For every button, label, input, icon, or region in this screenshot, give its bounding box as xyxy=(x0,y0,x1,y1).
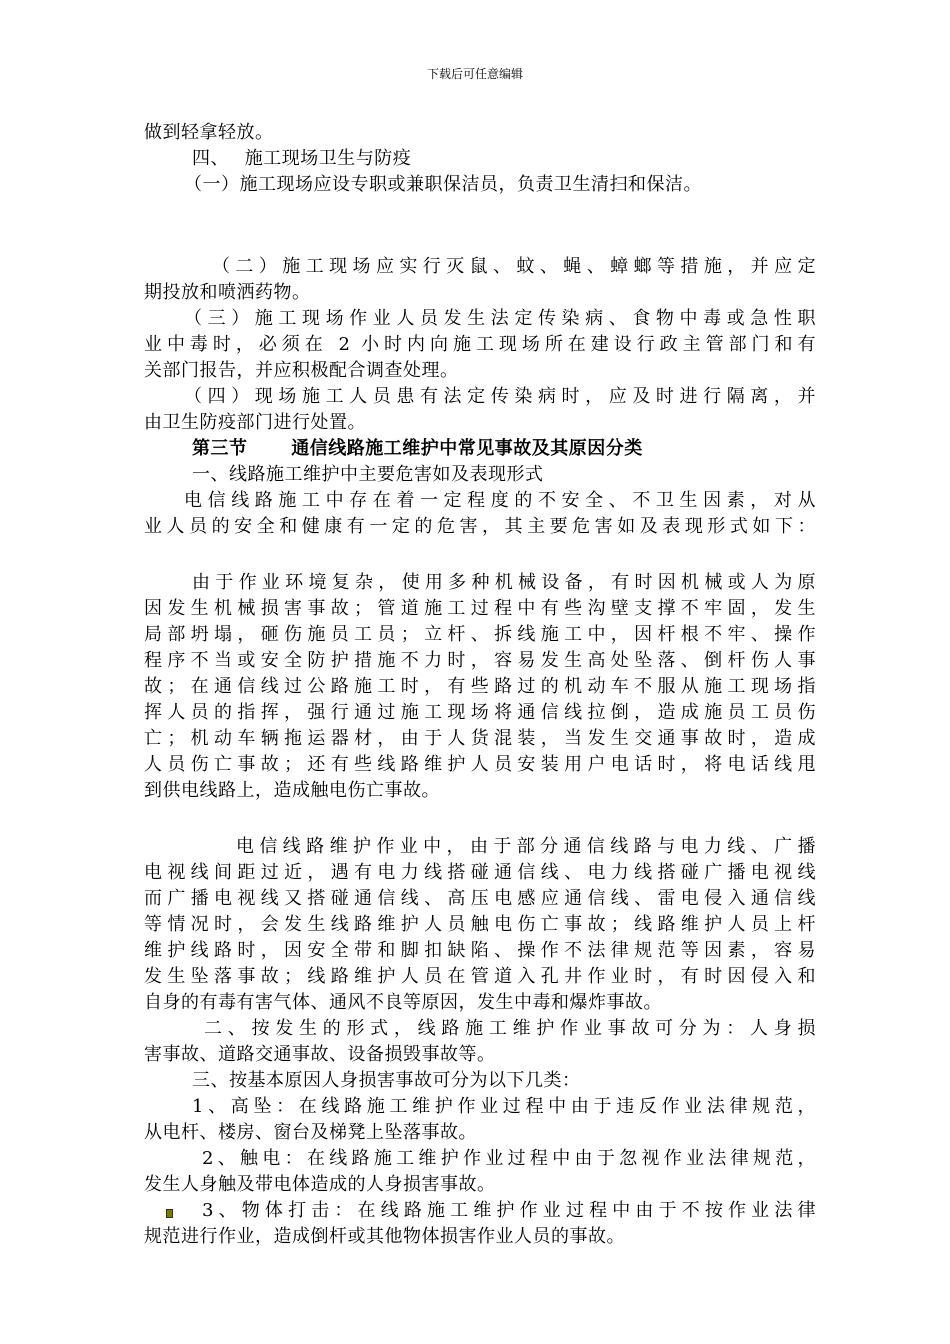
text-line: 电信线路维护作业中，由于部分通信线路与电力线、广播 xyxy=(236,836,816,857)
text-line: 到供电线路上，造成触电伤亡事故。 xyxy=(144,780,440,801)
text-line: 发生人身触及带电体造成的人身损害事故。 xyxy=(144,1174,496,1195)
text-line: 害事故、道路交通事故、设备损毁事故等。 xyxy=(144,1044,496,1065)
text-line: 做到轻拿轻放。 xyxy=(144,122,274,143)
text-line: 电信线路施工中存在着一定程度的不安全、不卫生因素，对从 xyxy=(184,490,816,511)
text-line: 发生坠落事故；线路维护人员在管道入孔井作业时，有时因侵入和 xyxy=(144,966,816,987)
text-line: 电视线间距过近，遇有电力线搭碰通信线、电力线搭碰广播电视线 xyxy=(144,862,816,883)
text-line: 维护线路时，因安全带和脚扣缺陷、操作不法律规范等因素，容易 xyxy=(144,940,816,961)
text-line: 人员伤亡事故；还有些线路维护人员安装用户电话时，将电话线甩 xyxy=(144,754,816,775)
text-line: 而广播电视线又搭碰通信线、高压电感应通信线、雷电侵入通信线 xyxy=(144,888,816,909)
anchor-mark-icon xyxy=(166,1209,173,1218)
text-line: 业人员的安全和健康有一定的危害，其主要危害如及表现形式如下： xyxy=(144,516,816,537)
text-line: 挥人员的指挥，强行通过施工现场将通信线拉倒，造成施员工员伤 xyxy=(144,702,816,723)
text-line: 由卫生防疫部门进行处置。 xyxy=(144,412,366,433)
text-line: 业中毒时，必须在 2 小时内向施工现场所在建设行政主管部门和有 xyxy=(144,334,816,355)
text-line: （二）施工现场应实行灭鼠、蚊、蝇、蟑螂等措施，并应定 xyxy=(212,256,816,277)
text-line: （四）现场施工人员患有法定传染病时，应及时进行隔离，并 xyxy=(184,386,816,407)
text-line: 二、按发生的形式，线路施工维护作业事故可分为：人身损 xyxy=(204,1018,816,1039)
text-line: 关部门报告，并应积极配合调查处理。 xyxy=(144,360,459,381)
text-line: 因发生机械损害事故；管道施工过程中有些沟壁支撑不牢固，发生 xyxy=(144,598,816,619)
list-item: 1、高坠：在线路施工维护作业过程中由于违反作业法律规范， xyxy=(192,1096,816,1117)
text-line: 局部坍塌，砸伤施员工员；立杆、拆线施工中，因杆根不牢、操作 xyxy=(144,624,816,645)
section-heading: 四、 施工现场卫生与防疫 xyxy=(192,148,412,169)
list-item: 2、触电：在线路施工维护作业过程中由于忽视作业法律规范， xyxy=(202,1148,816,1169)
text-line: 期投放和喷洒药物。 xyxy=(144,282,311,303)
text-line: 自身的有毒有害气体、通风不良等原因，发生中毒和爆炸事故。 xyxy=(144,992,662,1013)
text-line: 规范进行作业，造成倒杆或其他物体损害作业人员的事故。 xyxy=(144,1226,625,1247)
page-header: 下载后可任意编辑 xyxy=(426,67,523,81)
text-line: 亡；机动车辆拖运器材，由于人货混装，当发生交通事故时，造成 xyxy=(144,728,816,749)
text-line: （三）施工现场作业人员发生法定传染病、食物中毒或急性职 xyxy=(184,308,816,329)
text-line: 程序不当或安全防护措施不力时，容易发生高处坠落、倒杆伤人事 xyxy=(144,650,816,671)
text-line: 从电杆、楼房、窗台及梯凳上坠落事故。 xyxy=(144,1122,477,1143)
text-line: 由于作业环境复杂，使用多种机械设备，有时因机械或人为原 xyxy=(192,572,816,593)
text-line: 等情况时，会发生线路维护人员触电伤亡事故；线路维护人员上杆 xyxy=(144,914,816,935)
text-line: 三、按基本原因人身损害事故可分为以下几类： xyxy=(192,1070,581,1091)
chapter-heading: 第三节 通信线路施工维护中常见事故及其原因分类 xyxy=(192,438,643,459)
list-item: 3、物体打击：在线路施工维护作业过程中由于不按作业法律 xyxy=(202,1200,816,1221)
text-line: （一）施工现场应设专职或兼职保洁员，负责卫生清扫和保洁。 xyxy=(184,174,702,195)
text-line: 故；在通信线过公路施工时，有些路过的机动车不服从施工现场指 xyxy=(144,676,816,697)
section-heading: 一、线路施工维护中主要危害如及表现形式 xyxy=(192,464,544,485)
document-body xyxy=(144,120,816,1250)
